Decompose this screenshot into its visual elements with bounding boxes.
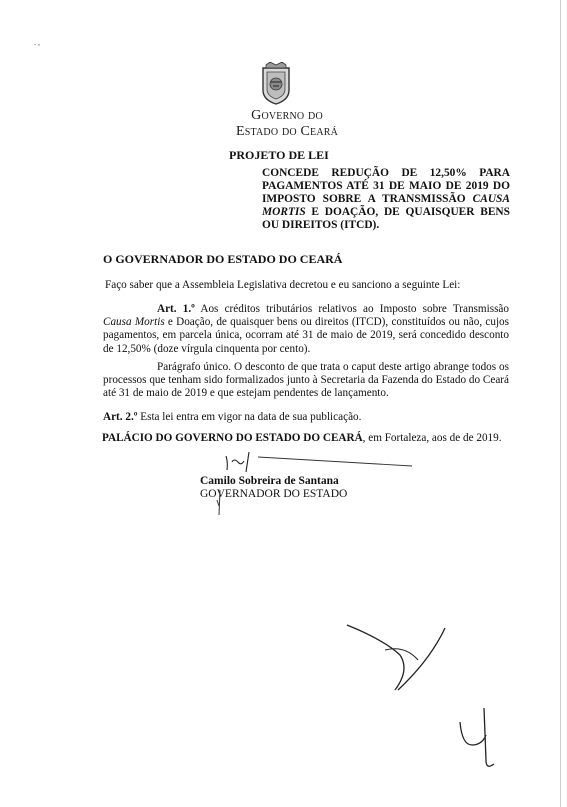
government-line-1: Governo do <box>251 108 323 123</box>
intro-paragraph: Faço saber que a Assembleia Legislativa decretou e eu sanciono a seguinte Lei: <box>105 279 461 291</box>
article-2-text: Esta lei entra em vigor na data de sua publicação. <box>137 411 362 423</box>
scan-specks: . , <box>34 38 40 47</box>
closing-rest: , em Fortaleza, aos de de 2019. <box>362 432 502 444</box>
article-1-text-b: e Doação, de quaisquer bens ou direitos (ITCD), constituídos ou não, cujos pagamentos, em parcela única, ocorram até 31 de maio de 2019, será concedido desconto de 12,50% (doze vírgula cinquenta por cento). <box>103 316 510 355</box>
ementa-part-1: CONCEDE REDUÇÃO DE 12,50% PARA PAGAMENTOS ATÉ 31 DE MAIO DE 2019 DO IMPOSTO SOBRE A TRANSMISSÃO <box>262 167 510 205</box>
signatory-role: GOVERNADOR DO ESTADO <box>200 488 348 500</box>
governor-heading: O GOVERNADOR DO ESTADO DO CEARÁ <box>103 252 343 266</box>
article-1-text-a: Aos créditos tributários relativos ao Imposto sobre Transmissão <box>194 303 509 315</box>
ementa-part-2: E DOAÇÃO, DE QUAISQUER BENS OU DIREITOS (ITCD). <box>262 206 510 231</box>
ementa-italic: CAUSA MORTIS <box>262 193 510 218</box>
document-title: PROJETO DE LEI <box>229 148 329 162</box>
article-2-label: Art. 2.º <box>103 411 138 423</box>
article-1-italic: Causa Mortis <box>103 316 165 329</box>
paragrafo-unico-text: Parágrafo único. O desconto de que trata o caput deste artigo abrange todos os processos que tenham sido formalizados junto à Secretaria da Fazenda do Estado do Ceará até 31 de maio de 2019 e que estejam pendentes de lançamento. <box>103 361 509 400</box>
signatory-name: Camilo Sobreira de Santana <box>200 475 339 487</box>
article-1-label: Art. 1.º <box>157 303 195 315</box>
closing-bold: PALÁCIO DO GOVERNO DO ESTADO DO CEARÁ <box>102 432 363 444</box>
government-line-2: Estado do Ceará <box>235 124 339 139</box>
